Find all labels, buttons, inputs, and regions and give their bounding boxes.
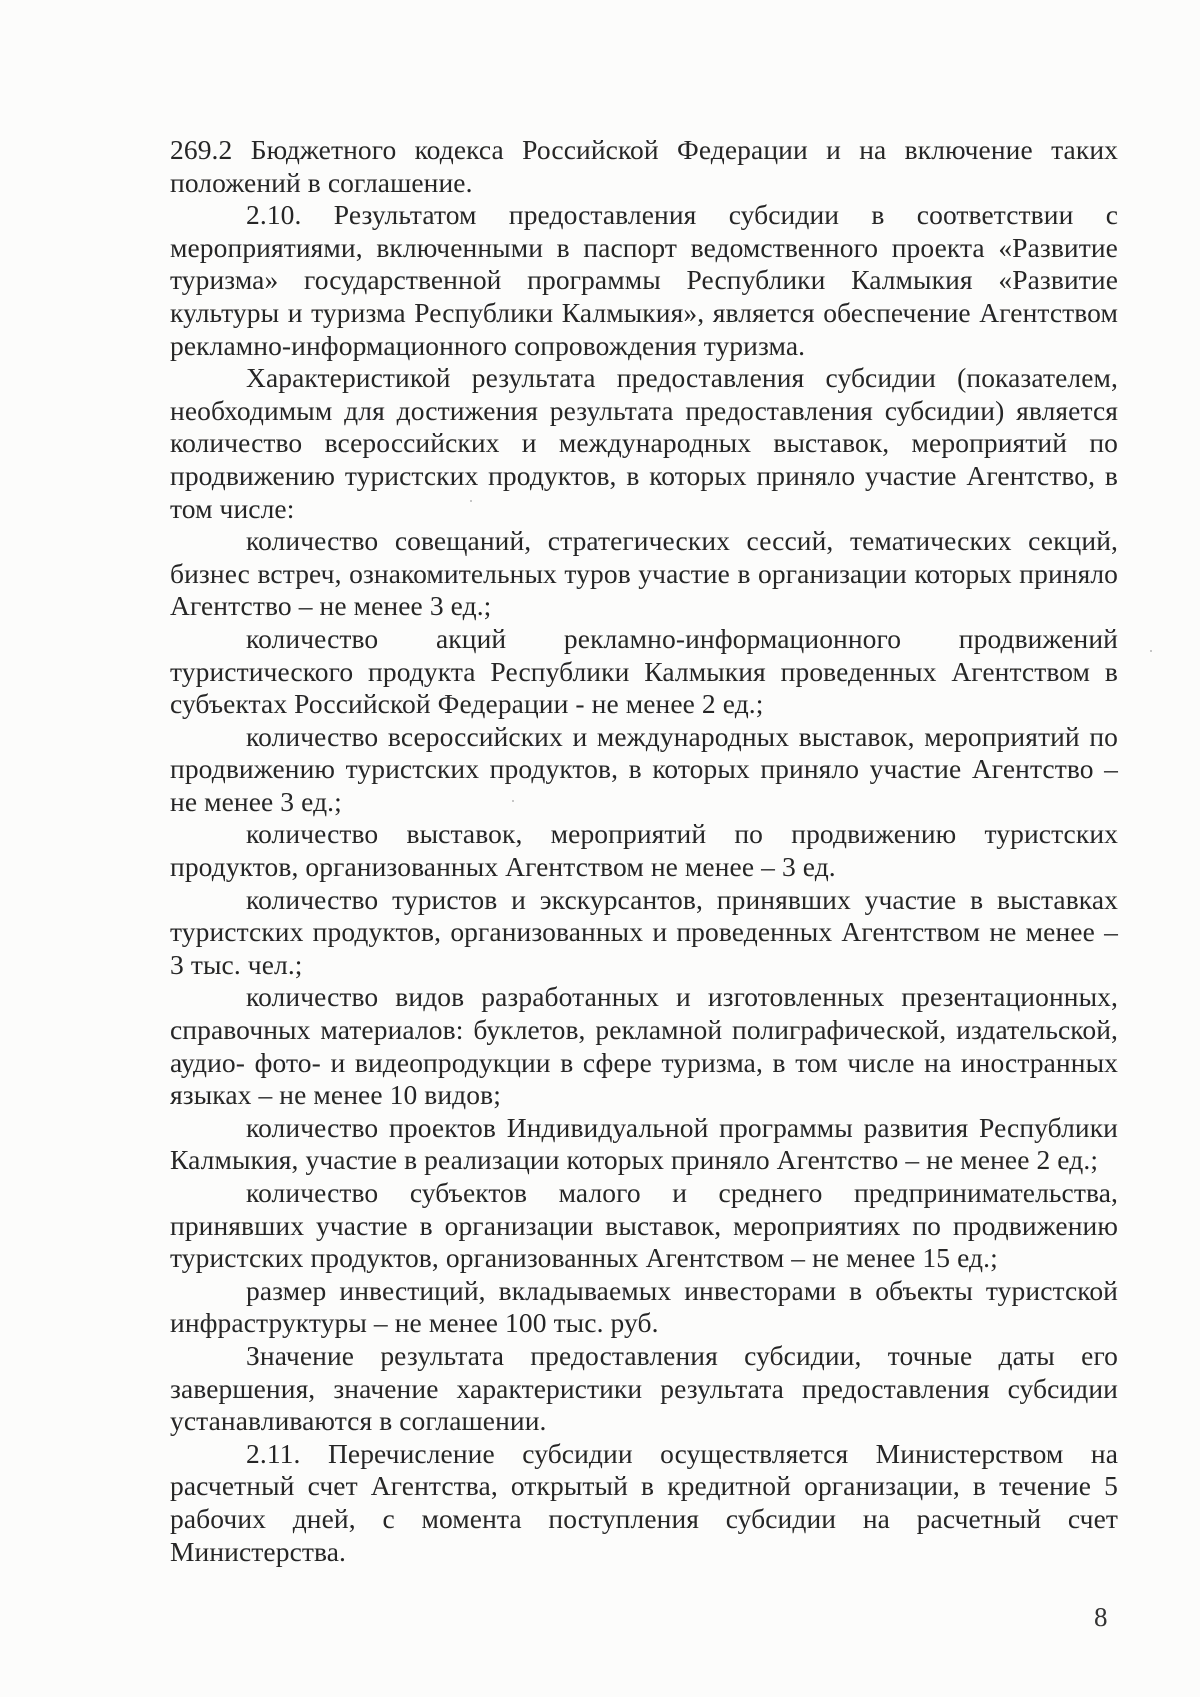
list-item-tourists: количество туристов и экскурсантов, принявших участие в выставках туристских продуктов, организованных и проведенных Агентством не менее – 3 тыс. чел.; xyxy=(170,883,1118,980)
scan-speck xyxy=(1150,650,1152,652)
list-item-promo-actions: количество акций рекламно-информационного продвижений туристического продукта Республики Калмыкия проведенных Агентством в субъектах Российской Федерации - не менее 2 ед.; xyxy=(170,622,1118,720)
scan-speck xyxy=(512,800,514,802)
list-item-materials: количество видов разработанных и изготовленных презентационных, справочных материалов: буклетов, рекламной полиграфической, издательской, аудио- фото- и видеопродукции в сфере туризма, в том числе на иностранных языках – не менее 10 видов; xyxy=(170,981,1118,1111)
list-item-exhibitions-participation: количество всероссийских и международных выставок, мероприятий по продвижению туристских продуктов, в которых приняло участие Агентство – не менее 3 ед.; xyxy=(170,720,1118,817)
paragraph-1: 269.2 Бюджетного кодекса Российской Федерации и на включение таких положений в соглашение. xyxy=(170,134,1118,198)
list-item-exhibitions-organized: количество выставок, мероприятий по продвижению туристских продуктов, организованных Агентством не менее – 3 ед. xyxy=(170,818,1118,883)
paragraph-2-10-result: 2.10. Результатом предоставления субсидии в соответствии с мероприятиями, включенными в паспорт ведомственного проекта «Развитие туризма» государственной программы Республики Калмыкия «Развитие культуры и туризма Республики Калмыкия», является обеспечение Агентством рекламно-информационного сопровождения туризма. xyxy=(170,199,1118,361)
paragraph-result-value: Значение результата предоставления субсидии, точные даты его завершения, значение характеристики результата предоставления субсидии устанавливаются в соглашении. xyxy=(170,1339,1118,1437)
document-body xyxy=(170,134,1118,1568)
page-number: 8 xyxy=(1094,1602,1108,1632)
paragraph-2-11-transfer: 2.11. Перечисление субсидии осуществляется Министерством на расчетный счет Агентства, открытый в кредитной организации, в течение 5 рабочих дней, с момента поступления субсидии на расчетный счет Министерства. xyxy=(170,1437,1118,1567)
list-item-investments: размер инвестиций, вкладываемых инвесторами в объекты туристской инфраструктуры – не менее 100 тыс. руб. xyxy=(170,1274,1118,1339)
paragraph-characteristic: Характеристикой результата предоставления субсидии (показателем, необходимым для достижения результата предоставления субсидии) является количество всероссийских и международных выставок, мероприятий по продвижению туристских продуктов, в которых приняло участие Агентство, в том числе: xyxy=(170,362,1118,524)
list-item-meetings: количество совещаний, стратегических сессий, тематических секций, бизнес встреч, ознакомительных туров участие в организации которых приняло Агентство – не менее 3 ед.; xyxy=(170,525,1118,622)
list-item-projects: количество проектов Индивидуальной программы развития Республики Калмыкия, участие в реализации которых приняло Агентство – не менее 2 ед.; xyxy=(170,1111,1118,1176)
scan-speck xyxy=(470,500,472,502)
list-item-business-subjects: количество субъектов малого и среднего предпринимательства, принявших участие в организации выставок, мероприятиях по продвижению туристских продуктов, организованных Агентством – не менее 15 ед.; xyxy=(170,1177,1118,1274)
